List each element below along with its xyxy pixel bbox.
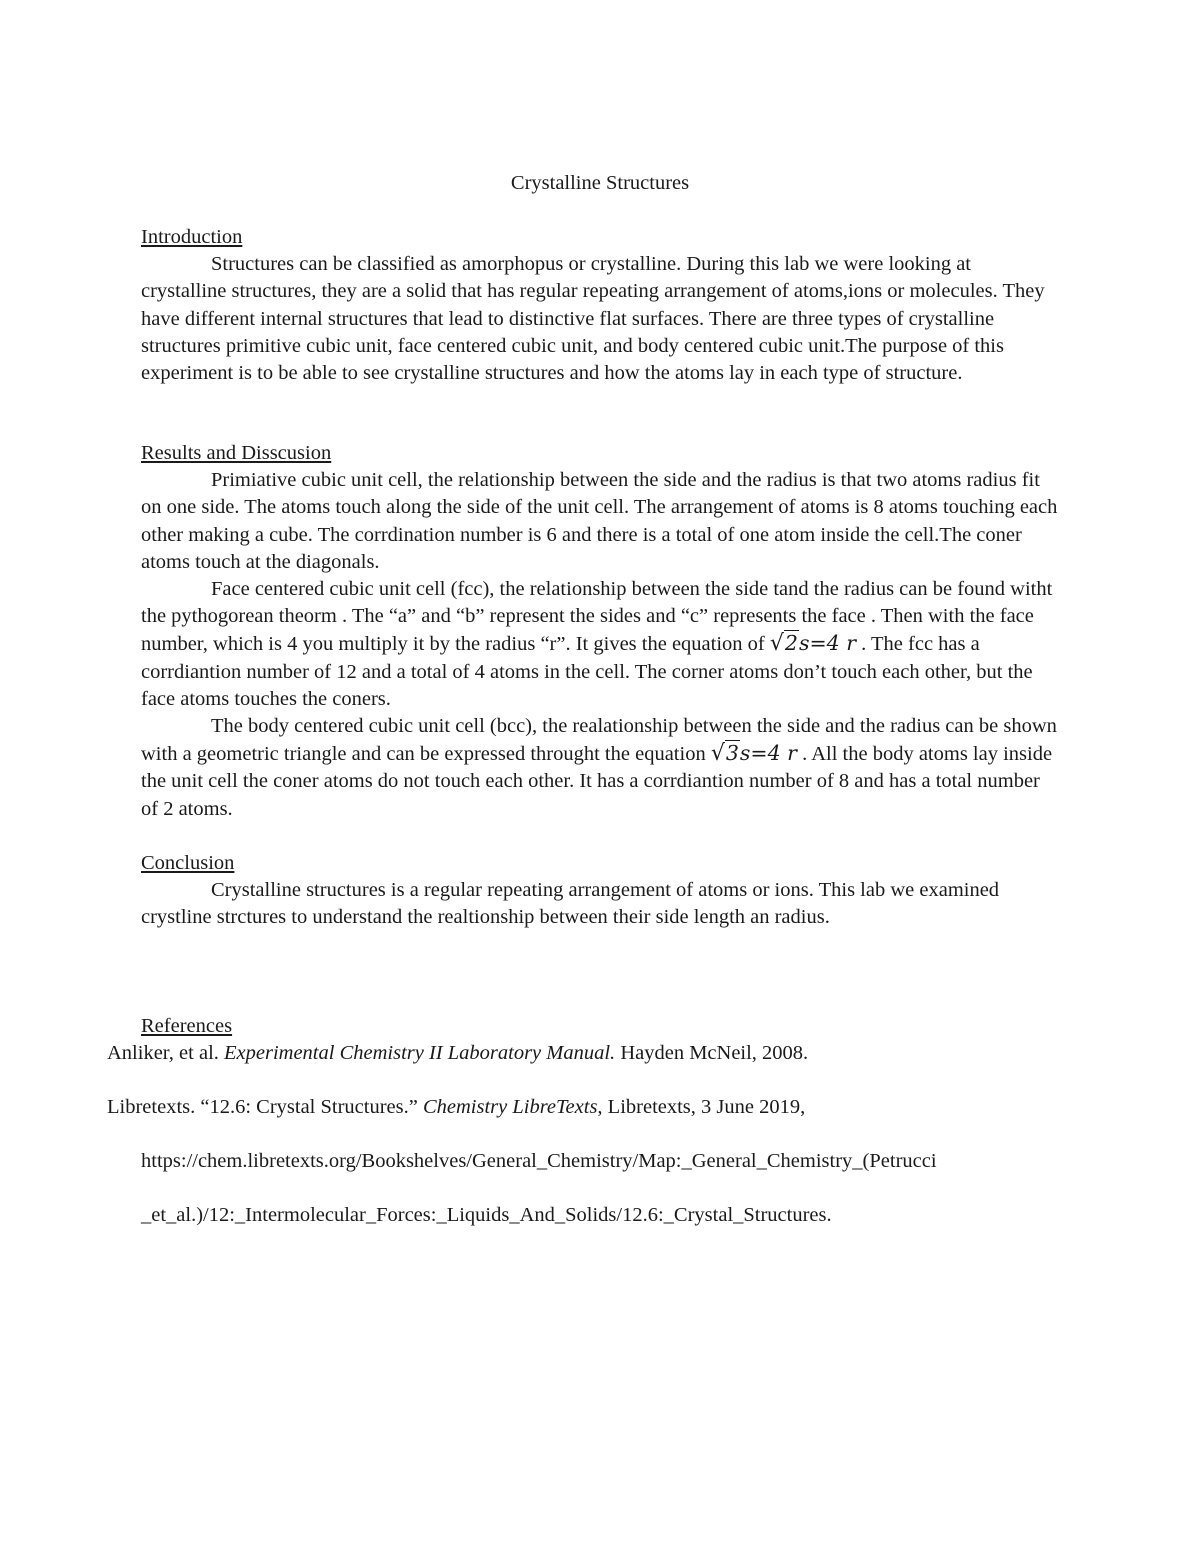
reference-2: Libretexts. “12.6: Crystal Structures.” Chemistry LibreTexts, Libretexts, 3 June 2019,: [107, 1096, 806, 1118]
fcc-equation: √2s=4 r: [769, 631, 857, 657]
references-list: [107, 1040, 1067, 1240]
reference-2-url-line-1[interactable]: https://chem.libretexts.org/Bookshelves/General_Chemistry/Map:_General_Chemistry_(Petrucci: [141, 1150, 937, 1172]
references-heading: References: [141, 1015, 233, 1037]
bcc-equation-radicand: 3: [725, 741, 739, 766]
conclusion-paragraph: Crystalline structures is a regular repeating arrangement of atoms or ions. This lab we examined crystline strctures to understand the realtionship between their side length an radius.: [141, 879, 1000, 929]
introduction-paragraph: Structures can be classified as amorphopus or crystalline. During this lab we were looking at crystalline structures, they are a solid that has regular repeating arrangement of atoms,ions or molecules. They have different internal structures that lead to distinctive flat surfaces. There are three types of crystalline structures primitive cubic unit, face centered cubic unit, and body centered cubic unit.The purpose of this experiment is to be able to see crystalline structures and how the atoms lay in each type of structure.: [141, 253, 1045, 385]
document-title: Crystalline Structures: [510, 172, 690, 194]
fcc-text-after: . The fcc has a corrdiantion number of 12 and a total of 4 atoms in the cell. The corner atoms don’t touch each other, but the face atoms touches the coners.: [141, 633, 1033, 710]
results-paragraph-primitive: Primiative cubic unit cell, the relationship between the side and the radius is that two atoms radius fit on one side. The atoms touch along the side of the unit cell. The arrangement of atoms is 8 atoms touching each other making a cube. The corrdination number is 6 and there is a total of one atom inside the cell.The coner atoms touch at the diagonals.: [141, 469, 1058, 573]
reference-1: Anliker, et al. Experimental Chemistry II Laboratory Manual. Hayden McNeil, 2008.: [107, 1042, 809, 1064]
results-paragraph-bcc: [141, 713, 1061, 823]
fcc-text-before: Face centered cubic unit cell (fcc), the relationship between the side tand the radius can be found witht the pythogorean theorm . The “a” and “b” represent the sides and “c” represents the face . Then with the face number, which is 4 you multiply it by the radius “r”. It gives the equation of: [141, 578, 1053, 656]
conclusion-heading: Conclusion: [141, 852, 235, 874]
conclusion-section: [141, 850, 1061, 932]
bcc-equation: √3s=4 r: [710, 741, 797, 767]
introduction-section: [141, 224, 1061, 387]
reference-2-url-line-2[interactable]: _et_al.)/12:_Intermolecular_Forces:_Liquids_And_Solids/12.6:_Crystal_Structures.: [141, 1204, 832, 1226]
references-heading-wrap: [141, 1013, 1061, 1040]
reference-2-title: Chemistry LibreTexts: [422, 1096, 598, 1118]
bcc-text-after: . All the body atoms lay inside the unit cell the coner atoms do not touch each other. It has a corrdiantion number of 8 and has a total number of 2 atoms.: [141, 743, 1053, 820]
reference-1-title: Experimental Chemistry II Laboratory Manual.: [224, 1042, 616, 1064]
fcc-equation-radicand: 2: [784, 631, 798, 656]
bcc-text-before: The body centered cubic unit cell (bcc), the realationship between the side and the radius can be shown with a geometric triangle and can be expressed throught the equation: [141, 715, 1057, 766]
bcc-equation-rest: s=4 r: [739, 741, 797, 766]
fcc-equation-rest: s=4 r: [798, 631, 857, 656]
results-heading: Results and Disscusion: [141, 442, 332, 464]
results-section: [141, 440, 1061, 823]
introduction-heading: Introduction: [141, 226, 243, 248]
results-paragraph-fcc: [141, 576, 1061, 713]
